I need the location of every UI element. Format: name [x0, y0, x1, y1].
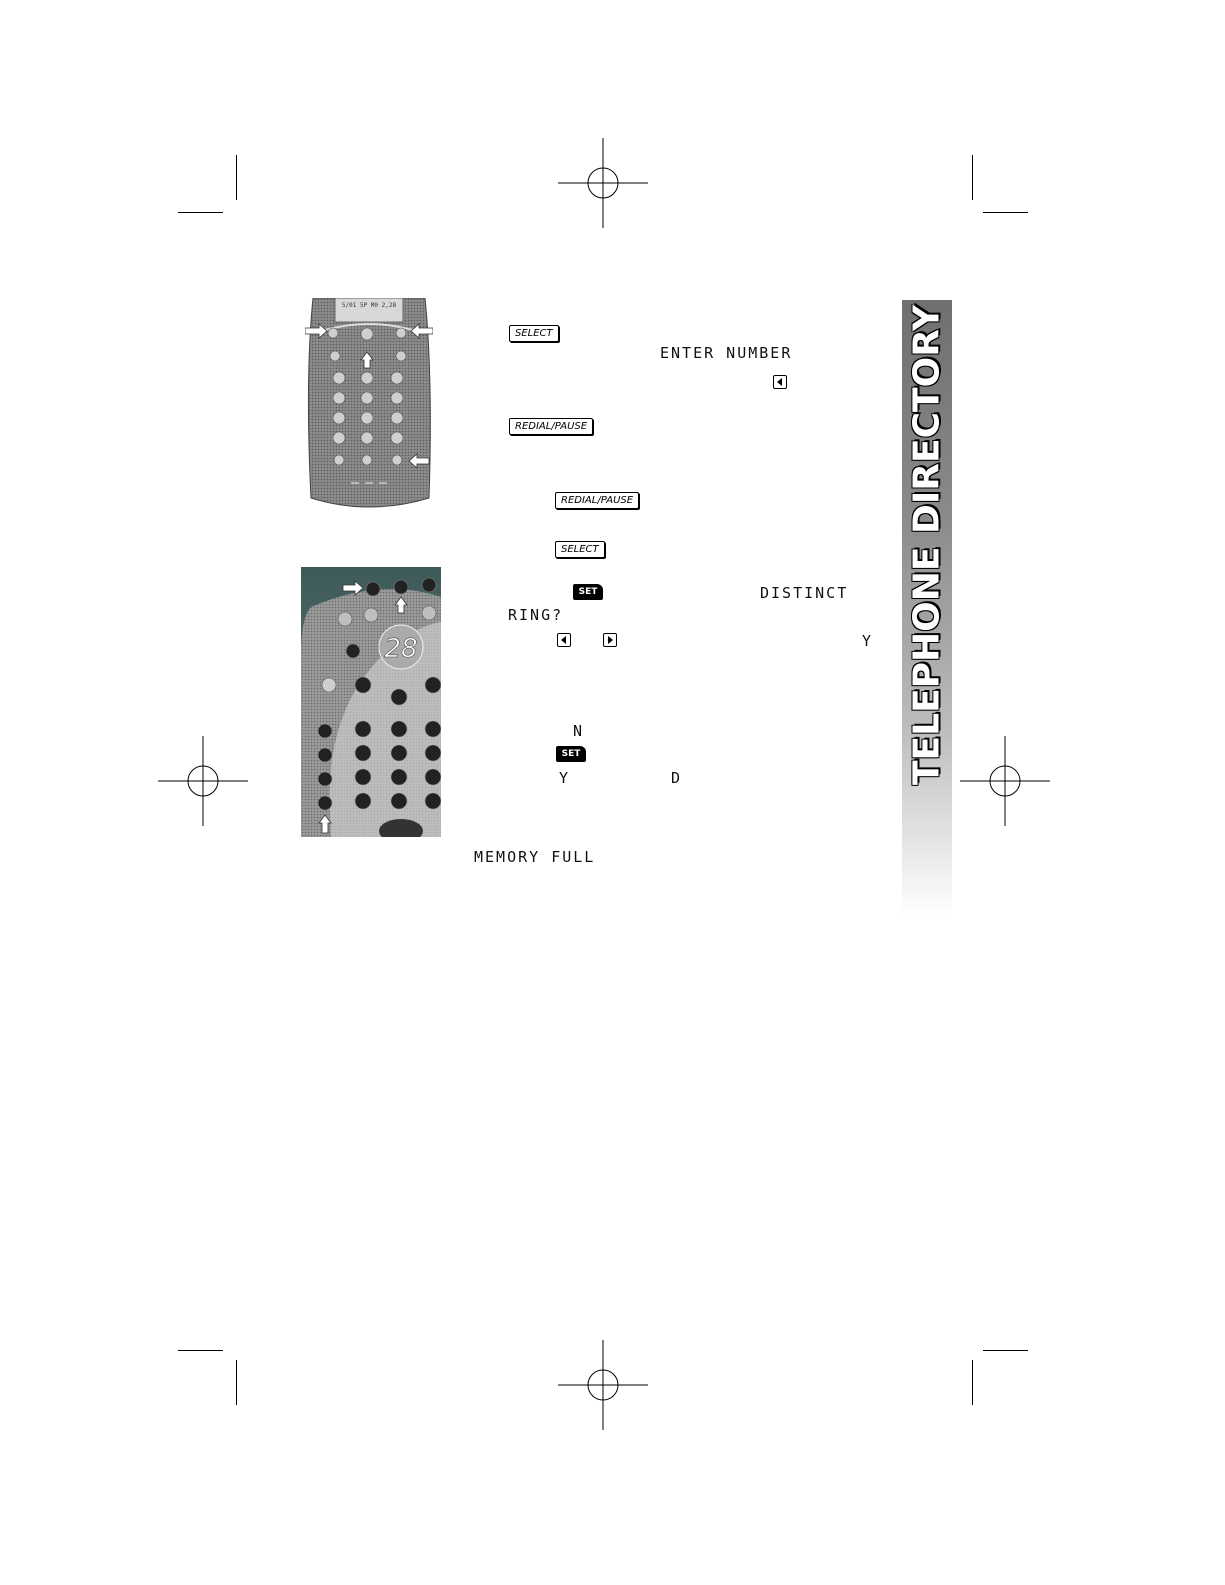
handset-closeup-illustration — [301, 567, 441, 837]
display-text-y: Y — [862, 632, 874, 650]
phone1-display: 5/01 5P M0 2,28 — [341, 302, 397, 309]
crop-mark — [972, 1360, 973, 1405]
left-arrow-key-icon — [773, 375, 787, 389]
handset-keypad-illustration — [305, 298, 433, 511]
crop-mark — [178, 1350, 223, 1351]
set-softkey: SET — [573, 584, 603, 600]
display-text-distinct: DISTINCT — [760, 584, 849, 602]
set-softkey: SET — [556, 746, 586, 762]
crop-mark — [972, 155, 973, 200]
registration-mark-top — [558, 138, 648, 228]
display-text-d: D — [671, 769, 683, 787]
crop-mark — [236, 155, 237, 200]
crop-mark — [236, 1360, 237, 1405]
crop-mark — [983, 212, 1028, 213]
select-key: SELECT — [555, 541, 605, 558]
select-key: SELECT — [509, 325, 559, 342]
crop-mark — [983, 1350, 1028, 1351]
redial-pause-key: REDIAL/PAUSE — [509, 418, 593, 435]
left-arrow-key-icon — [557, 633, 571, 647]
phone2-display: 28 — [384, 634, 418, 664]
registration-mark-bottom — [558, 1340, 648, 1430]
section-title: TELEPHONE DIRECTORY — [906, 304, 948, 786]
display-text-ring: RING? — [508, 606, 564, 624]
display-text-n: N — [573, 722, 585, 740]
registration-mark-right — [960, 736, 1050, 826]
right-arrow-key-icon — [603, 633, 617, 647]
redial-pause-key: REDIAL/PAUSE — [555, 492, 639, 509]
registration-mark-left — [158, 736, 248, 826]
crop-mark — [178, 212, 223, 213]
display-text-enter-number: ENTER NUMBER — [660, 344, 793, 362]
display-text-y: Y — [559, 769, 571, 787]
display-text-memory-full: MEMORY FULL — [474, 848, 596, 866]
